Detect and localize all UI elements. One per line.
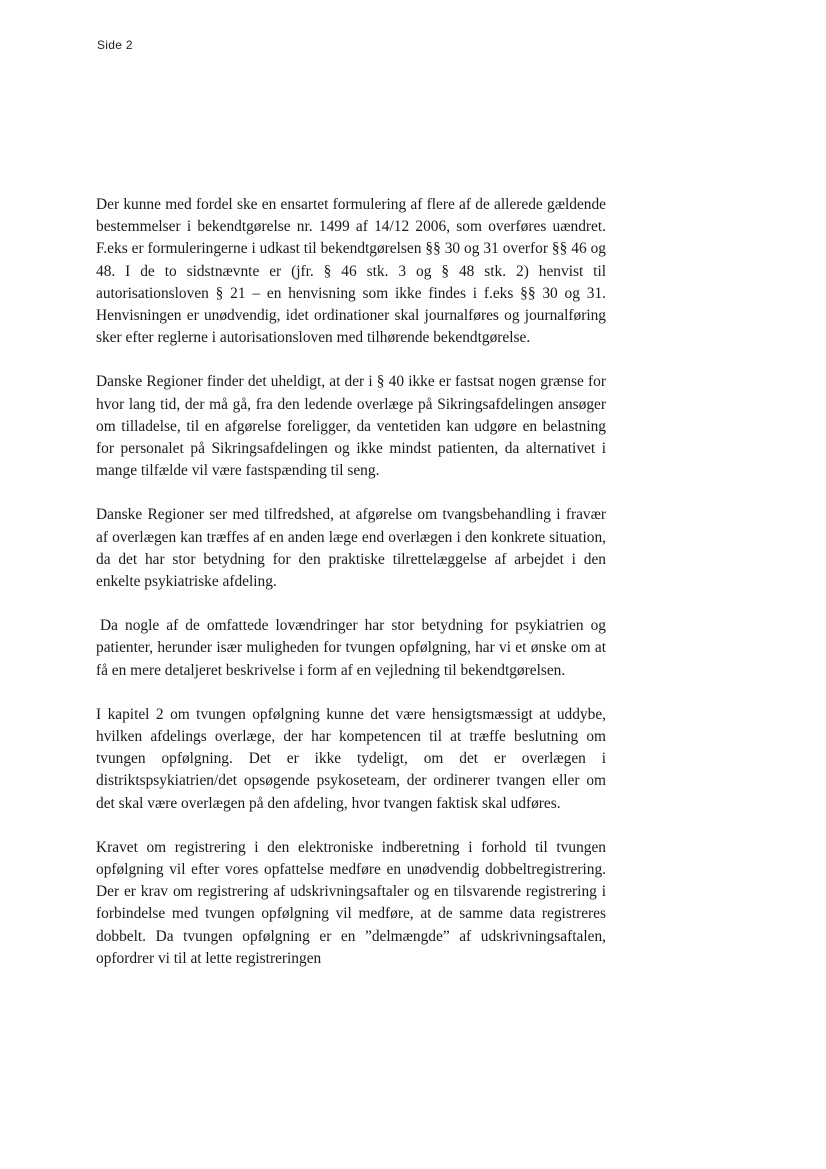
paragraph-2: Danske Regioner finder det uheldigt, at der i § 40 ikke er fastsat nogen grænse for hvor lang tid, der må gå, fra den ledende overlæge på Sikringsafdelingen ansøger om tilladelse, til en afgørelse foreligger, da ventetiden kan udgøre en belastning for personalet på Sikringsafdelingen og ikke mindst patienten, da alternativet i mange tilfælde vil være fastspænding til seng. [96, 373, 606, 480]
paragraph-1: Der kunne med fordel ske en ensartet formulering af flere af de allerede gældende bestemmelser i bekendtgørelse nr. 1499 af 14/12 2006, som overføres uændret. F.eks er formuleringerne i udkast til bekendtgørelsen §§ 30 og 31 overfor §§ 46 og 48. I de to sidstnævnte er (jfr. § 46 stk. 3 og § 48 stk. 2) henvist til autorisationsloven § 21 – en henvisning som ikke findes i f.eks §§ 30 og 31. Henvisningen er unødvendig, idet ordinationer skal journalføres og journalføring sker efter reglerne i autorisationsloven med tilhørende bekendtgørelse. [96, 196, 606, 347]
paragraph-3: Danske Regioner ser med tilfredshed, at afgørelse om tvangsbehandling i fravær af overlægen kan træffes af en anden læge end overlægen i den konkrete situation, da det har stor betydning for den praktiske tilrettelæggelse af arbejdet i den enkelte psykiatriske afdeling. [96, 506, 606, 591]
page-number-label: Side 2 [97, 38, 133, 52]
paragraph-4: Da nogle af de omfattede lovændringer har stor betydning for psykiatrien og patienter, herunder især muligheden for tvungen opfølgning, har vi et ønske om at få en mere detaljeret beskrivelse i form af en vejledning til bekendtgørelsen. [96, 617, 606, 679]
paragraph-6: Kravet om registrering i den elektroniske indberetning i forhold til tvungen opfølgning vil efter vores opfattelse medføre en unødvendig dobbeltregistrering. Der er krav om registrering af udskrivningsaftaler og en tilsvarende registrering i forbindelse med tvungen opfølgning vil medføre, at de samme data registreres dobbelt. Da tvungen opfølgning er en ”delmængde” af udskrivningsaftalen, opfordrer vi til at lette registreringen [96, 838, 606, 967]
document-body [96, 194, 606, 992]
paragraph-5: I kapitel 2 om tvungen opfølgning kunne det være hensigtsmæssigt at uddybe, hvilken afdelings overlæge, der har kompetencen til at træffe beslutning om tvungen opfølgning. Det er ikke tydeligt, om det er overlægen i distriktspsykiatrien/det opsøgende psykoseteam, der ordinerer tvangen eller om det skal være overlægen på den afdeling, hvor tvangen faktisk skal udføres. [96, 705, 606, 812]
